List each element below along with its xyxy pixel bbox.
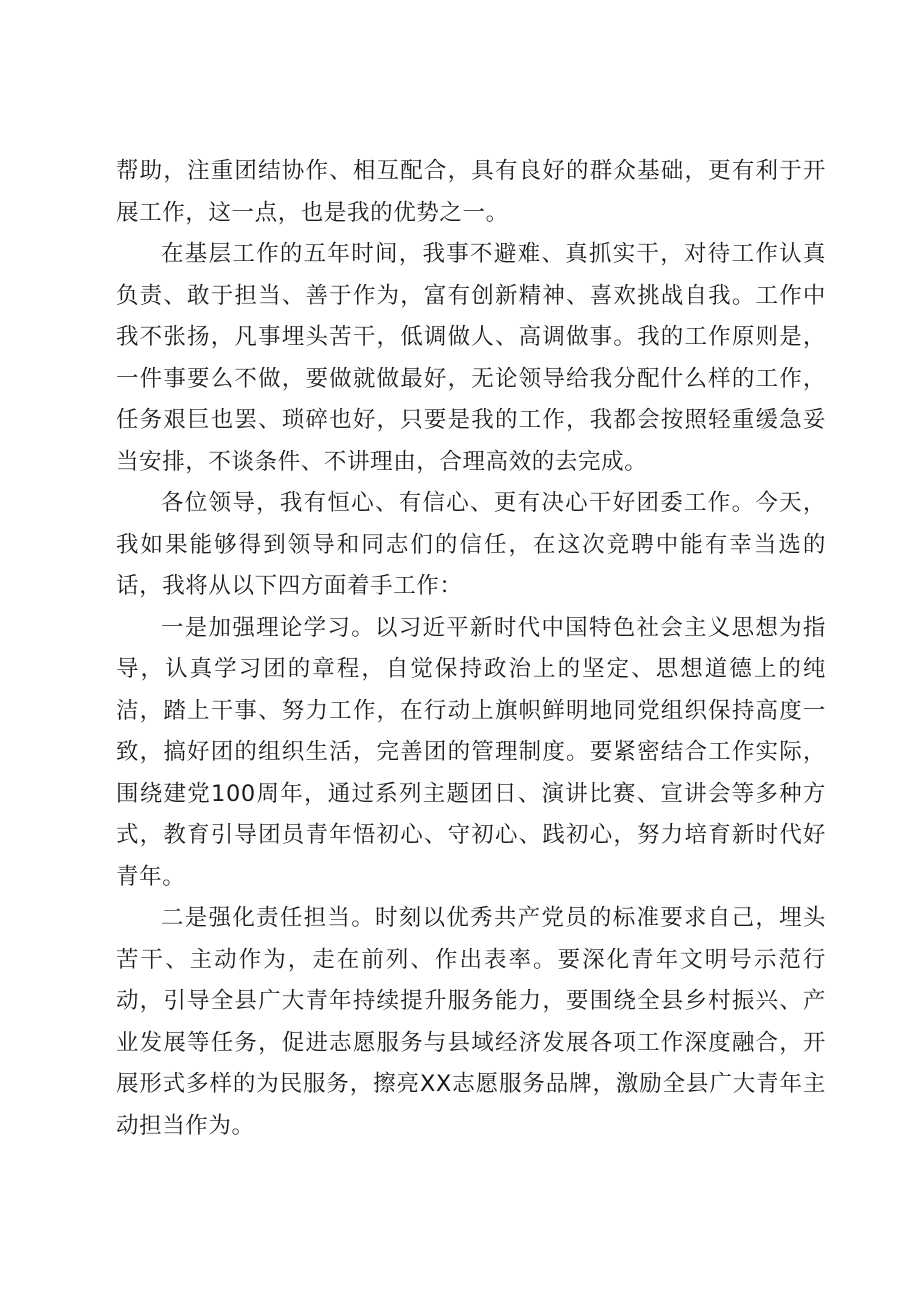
paragraph-2: 在基层工作的五年时间，我事不避难、真抓实干，对待工作认真负责、敢于担当、善于作为，富有创新精神、喜欢挑战自我。工作中我不张扬，凡事埋头苦干，低调做人、高调做事。我的工作原则是，一件事要么不做，要做就做最好，无论领导给我分配什么样的工作，任务艰巨也罢、琐碎也好，只要是我的工作，我都会按照轻重缓急妥当安排，不谈条件、不讲理由，合理高效的去完成。 bbox=[116, 241, 826, 475]
paragraph-4: 一是加强理论学习。以习近平新时代中国特色社会主义思想为指导，认真学习团的章程，自觉保持政治上的坚定、思想道德上的纯洁，踏上干事、努力工作，在行动上旗帜鲜明地同党组织保持高度一致，搞好团的组织生活，完善团的管理制度。要紧密结合工作实际，围绕建党100周年，通过系列主题团日、演讲比赛、宣讲会等多种方式，教育引导团员青年悟初心、守初心、践初心，努力培育新时代好青年。 bbox=[116, 614, 826, 890]
document-body bbox=[116, 151, 826, 1147]
paragraph-5: 二是强化责任担当。时刻以优秀共产党员的标准要求自己，埋头苦干、主动作为，走在前列、作出表率。要深化青年文明号示范行动，引导全县广大青年持续提升服务能力，要围绕全县乡村振兴、产业发展等任务，促进志愿服务与县域经济发展各项工作深度融合，开展形式多样的为民服务，擦亮XX志愿服务品牌，激励全县广大青年主动担当作为。 bbox=[116, 905, 826, 1139]
paragraph-3: 各位领导，我有恒心、有信心、更有决心干好团委工作。今天，我如果能够得到领导和同志们的信任，在这次竞聘中能有幸当选的话，我将从以下四方面着手工作： bbox=[116, 490, 826, 599]
paragraph-1: 帮助，注重团结协作、相互配合，具有良好的群众基础，更有利于开展工作，这一点，也是我的优势之一。 bbox=[116, 158, 826, 226]
